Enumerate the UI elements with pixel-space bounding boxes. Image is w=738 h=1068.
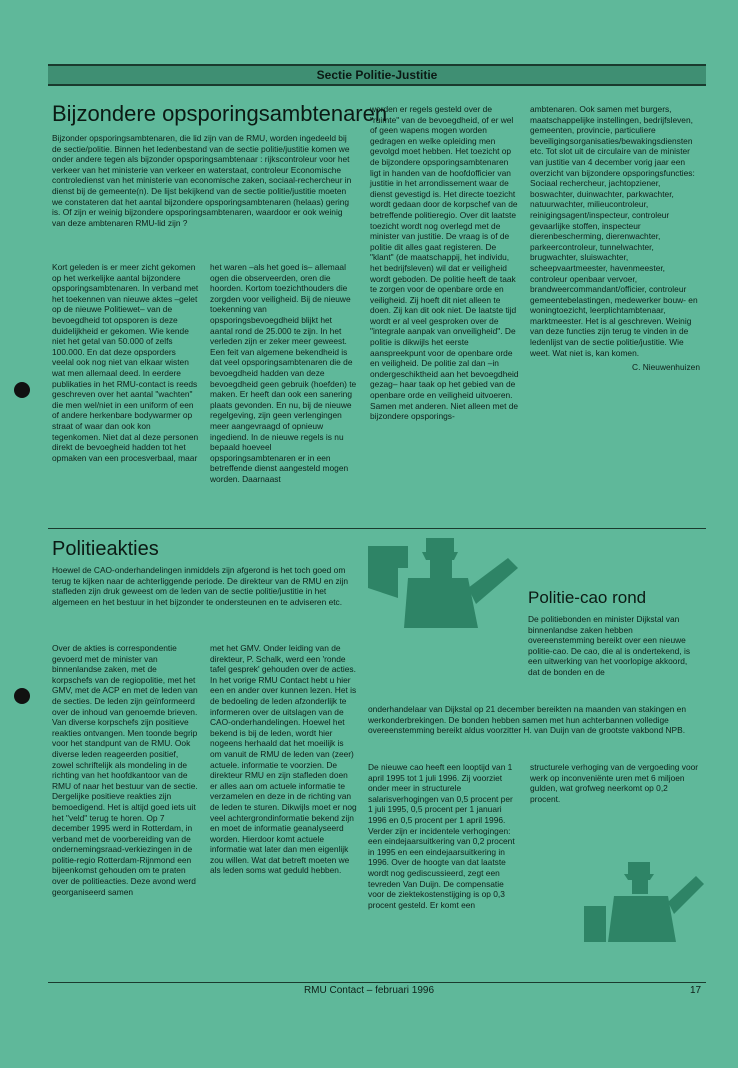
cao-intro: De politiebonden en minister Dijkstal van binnenlandse zaken hebben overeenstemming bereikt over een nieuwe politie-cao. De cao, die al is ondertekend, is een uitwerking van het voorlopige akkoord, dat de bonden en de (528, 614, 691, 677)
akties-column-2: met het GMV. Onder leiding van de direkteur, P. Schalk, werd een 'ronde tafel gesprek' gehouden over de acties. In het vorige RMU Contact hebt u hier een en ander over kunnen lezen. Het is de bedoeling de leden afzonderlijk te informeren over de uitslagen van de CAO-onderhandelingen. Hoewel het bekend is bij de leden, wordt hier nogeens herhaald dat het moeilijk is om vanuit de RMU de leden van (zeer) actuele. informatie te voorzien. De direkteur RMU en zijn stafleden doen er alles aan om actuele informatie te verzamelen en deze in de richting van de leden te sturen. Dikwijls moet er nog veel achtergrondinformatie bekend zijn en moet de informatie geanalyseerd worden. Hierdoor komt actuele informatie wat later dan men eigenlijk zou willen. Wat dat betreft moeten we als leden soms wat geduld hebben. (210, 643, 357, 876)
signature: C. Nieuwenhuizen (632, 362, 700, 373)
article-column-4: ambtenaren. Ook samen met burgers, maatschappelijke instellingen, bedrijfsleven, gemeenten, provincie, particuliere beveiligingsorganisaties/bewakingsdiensten etc. Tot slot uit de circulaire van de minister van justitie van 4 december vorig jaar een overzicht van bijzondere opsporingsfuncties: Sociaal rechercheur, jachtopziener, boswachter, duinwachter, parkwachter, natuurwachter, milieucontroleur, reinigingsagent/inspecteur, controleur gevaarlijke stoffen, inspecteur dierenbescherming, dierenwachter, parkeercontroleur, tunnelwachter, brugwachter, sluiswachter, scheepvaartmeester, havenmeester, controleur openbaar vervoer, brandweercommandant/officier, controleur gemeentebelastingen, medewerker bouw- en woningtoezicht, leerplichtambtenaar, marktmeester. Het is al geschreven. Weinig van deze functies zijn terug te vinden in de ledenlijst van de sectie politie/justitie. Wie weet. Wat niet is, kan komen. C. Nieuwenhuizen (530, 104, 700, 373)
police-officer-icon (368, 538, 520, 634)
article-intro-politieakties: Hoewel de CAO-onderhandelingen inmiddels zijn afgerond is het toch goed om terug te kijken naar de achterliggende periode. De direkteur van de RMU en zijn stafleden zijn druk geweest om de leden van de sectie politie/justitie in het algemeen en het bestuur in het bijzonder te ondersteunen en te adviseren etc. (52, 565, 349, 607)
article-title-politie-cao: Politie-cao rond (528, 588, 647, 607)
article-title-opsporing: Bijzondere opsporingsambtenaren (52, 101, 388, 126)
divider (48, 528, 706, 529)
article-column-2: het waren –als het goed is– allemaal ogen die observeerden, oren die hoorden. Kortom toezichthouders die zorgden voor veiligheid. Bij de nieuwe toekenning van opsporingsbevoegdheid blijkt het aantal rond de 25.000 te zijn. In het verleden zijn er zeker meer geweest. Een feit van algemene bekendheid is dat veel opsporingsambtenaren die de bevoegdheid hadden van deze bevoegdheid geen gebruik (hoefden) te maken. Er heeft dan ook een sanering plaats gevonden. En nu, bij de nieuwe regelgeving, zijn geen verlengingen meer aangevraagd of opnieuw ingediend. In de nieuwe regels is nu bepaald hoeveel opsporingsambtenaren er in een betreffende dienst aangesteld mogen worden. Daarnaast (210, 262, 357, 484)
article-column-1: Kort geleden is er meer zicht gekomen op het werkelijke aantal bijzondere opsporingsambtenaren. In verband met het toekennen van nieuwe aktes –gelet op de nieuwe Politiewet– van de bevoegdheid tot opsporen is deze duidelijkheid er gekomen. Wie kende niet het getal van 50.000 of zelfs 100.000. En dat deze opsporders veelal ook nog niet van elkaar wisten wat men allemaal deed. In eerdere publikaties in het RMU-contact is reeds geschreven over het aantal "wachten" die men wel/niet in een uniform of een of andere herkenbare bodywarmer op straat of waar dan ook kon tegenkomen. Niet dat al deze personen direkt de bevoegheid hadden tot het opmaken van een procesverbaal, maar (52, 262, 199, 463)
page-number: 17 (690, 985, 702, 996)
article-title-politieakties: Politieakties (52, 538, 159, 560)
article-column-3: worden er regels gesteld over de "ruimte" van de bevoegdheid, of er wel of geen wapens mogen worden gedragen en welke opleiding men gevolgd moet hebben. Het toezicht op de bijzondere opsporingsambtenaren ligt in handen van de hoofdofficier van justitie in het arrondissement waar de dienst gevestigd is. Het directe toezicht wordt gedaan door de korpschef van de betreffende politieregio. Over dit laatste toezicht wordt nog overlegd met de minister van justitie. De vraag is of de politie dit alles gaat registeren. De "klant" (de maatschappij, het individu, het bedrijfsleven) wil dat er veiligheid wordt geboden. De politie heeft de taak te zorgen voor de openbare orde en veiligheid. Zij hoeft dit niet alleen te doen. Zij kan dit ook niet. De laatste tijd wordt er al veel gesproken over de "integrale aanpak van onveiligheid". De politie is dikwijls het eerste aanspreekpunt voor de openbare orde en veiligheid. De politie zal dan –in ondergeschiktheid aan het bevoegdheid gezag– haar taak op het gebied van de openbare orde en veiligheid uitvoeren. Samen met anderen. Niet alleen met de bijzondere opsporings- (370, 104, 519, 422)
cao-column-2: structurele verhoging van de vergoeding voor werk op inconveniënte uren met 6 miljoen gulden, wat grofweg neerkomt op 0,2 procent. (530, 762, 699, 804)
footer-title: RMU Contact – februari 1996 (303, 985, 435, 996)
akties-column-1: Over de akties is correspondentie gevoerd met de minister van binnenlandse zaken, met de korpschefs van de regiopolitie, met het GMV, met de ACP en met de leden van de secties. De leden zijn geïnformeerd over de inhoud van genoemde brieven. Van diverse korpschefs zijn positieve reakties ontvangen. Men toonde begrip voor het standpunt van de RMU. Ook diverse leden reageerden positief, zowel schriftelijk als mondeling in de richting van het hoofdkantoor van de RMU of naar het bestuur van de sectie. Dergelijke positieve reakties zijn bemoedigend. Het is altijd goed iets uit het "veld" terug te horen. Op 7 december 1995 werd in Rotterdam, in verband met de voorbereiding van de ondernemingsraad-verkiezingen in de politie-regio Rotterdam-Rijnmond een bijeenkomst gehouden om te praten over de politieacties. Deze avond werd georganiseerd samen (52, 643, 198, 897)
section-header: Sectie Politie-Justitie (48, 64, 706, 86)
article-intro-opsporing: Bijzonder opsporingsambtenaren, die lid zijn van de RMU, worden ingedeeld bij de sectie/politie. Binnen het ledenbestand van de sectie politie/justitie komen we onder andere tegen als bijzonder opsporingsambtenaar : rijkscontroleur voor het verkeer van het ministerie van verkeer en waterstaat, controleur Economische controledienst van het ministerie van economische zaken, sociaal-rechercheur in dienst bij de gemeente(n). De lijst bekijkend van de sectie politie/justitie moeten we constateren dat het aantal bijzondere opsporingsambtenaren (helaas) gering is. Of zijn er weinig bijzondere opsporingsambtenaren, waardoor er ook weinig van deze ambtenaren RMU-lid zijn ? (52, 133, 352, 228)
cao-wide-text: onderhandelaar van Dijkstal op 21 december bereikten na maanden van stakingen en werkonderbrekingen. De bonden hebben samen met hun achterbannen volledige overeenstemming bereikt aldus voorzitter H. van Duijn van de grootste vakbond NPB. (368, 704, 686, 736)
binder-hole-bottom (14, 688, 30, 704)
cao-column-1: De nieuwe cao heeft een looptijd van 1 april 1995 tot 1 juli 1996. Zij voorziet onder meer in structurele salarisverhogingen van 0,5 procent per 1 juli 1995, 0,5 procent per 1 januari 1996 en 0,5 procent per 1 april 1996. Verder zijn er incidentele verhogingen: een eindejaarsuitkering van 0,2 procent in 1995 en een eindejaarsuitkering in 1996. Over de hoogte van dat laatste wordt nog gediscussieerd, zegt een tevreden Van Duijn. De compensatie voor de ziektekostenstijging is op 0,3 procent gesteld. Er komt een (368, 762, 515, 910)
binder-hole-top (14, 382, 30, 398)
footer-rule (48, 982, 706, 983)
desk-officer-icon (584, 862, 704, 944)
